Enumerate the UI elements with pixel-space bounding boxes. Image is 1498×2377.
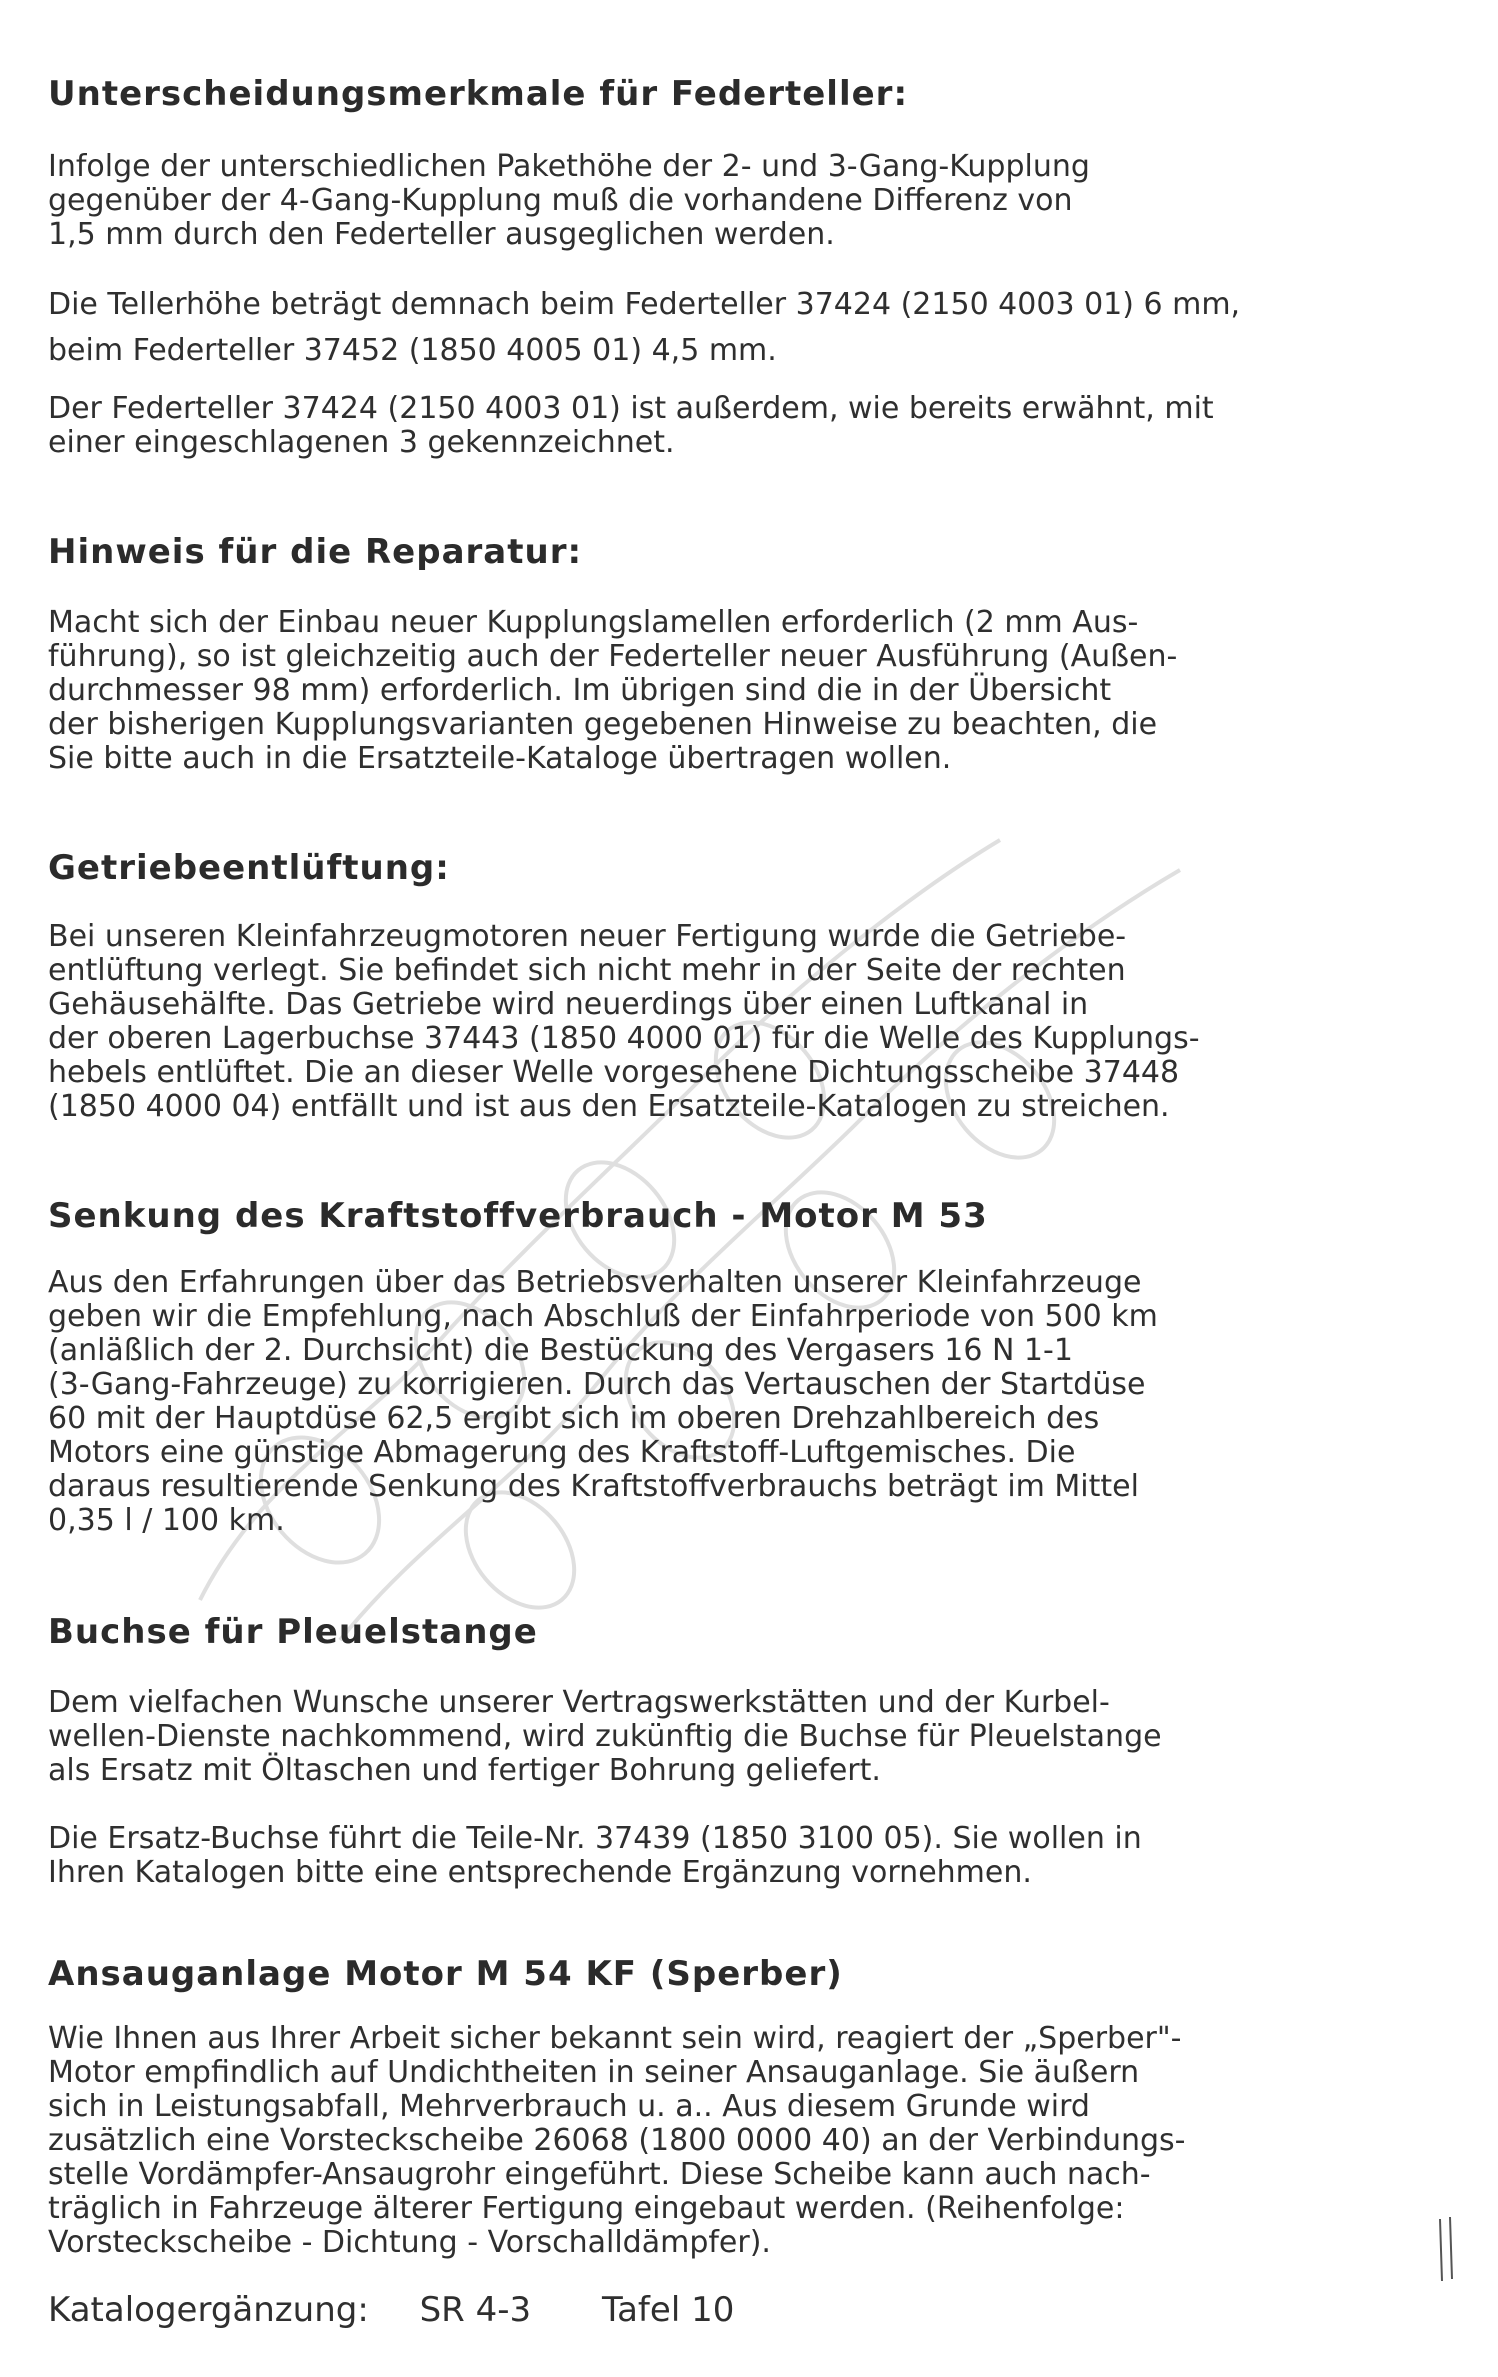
paragraph	[48, 150, 1448, 252]
text-line: führung), so ist gleichzeitig auch der Federteller neuer Ausführung (Außen-	[48, 639, 1178, 674]
text-line: Ihren Katalogen bitte eine entsprechende Ergänzung vornehmen.	[48, 1855, 1032, 1890]
text-line: einer eingeschlagenen 3 gekennzeichnet.	[48, 425, 675, 460]
footer-table: Tafel 10	[601, 2290, 735, 2330]
text-line: zusätzlich eine Vorsteckscheibe 26068 (1800 0000 40) an der Verbindungs-	[48, 2123, 1186, 2158]
text-line: entlüftung verlegt. Sie befindet sich nicht mehr in der Seite der rechten	[48, 953, 1126, 988]
text-line: Die Ersatz-Buchse führt die Teile-Nr. 37439 (1850 3100 05). Sie wollen in	[48, 1821, 1142, 1856]
paragraph	[48, 1266, 1448, 1538]
section-heading-reparatur: Hinweis für die Reparatur:	[48, 532, 583, 572]
section-heading-kraftstoffverbrauch: Senkung des Kraftstoffverbrauch - Motor M 53	[48, 1196, 988, 1236]
text-line: Motor empfindlich auf Undichtheiten in seiner Ansauganlage. Sie äußern	[48, 2055, 1140, 2090]
text-line: beim Federteller 37452 (1850 4005 01) 4,5 mm.	[48, 333, 777, 368]
paragraph	[48, 1686, 1448, 1788]
text-line: der bisherigen Kupplungsvarianten gegebenen Hinweise zu beachten, die	[48, 707, 1158, 742]
text-line: Bei unseren Kleinfahrzeugmotoren neuer Fertigung wurde die Getriebe-	[48, 919, 1127, 954]
text-line: als Ersatz mit Öltaschen und fertiger Bohrung geliefert.	[48, 1753, 881, 1788]
text-line: 60 mit der Hauptdüse 62,5 ergibt sich im oberen Drehzahlbereich des	[48, 1401, 1100, 1436]
text-line: Vorsteckscheibe - Dichtung - Vorschalldämpfer).	[48, 2225, 771, 2260]
section-heading-federteller: Unterscheidungsmerkmale für Federteller:	[48, 74, 909, 114]
text-line: durchmesser 98 mm) erforderlich. Im übrigen sind die in der Übersicht	[48, 673, 1112, 708]
text-line: geben wir die Empfehlung, nach Abschluß der Einfahrperiode von 500 km	[48, 1299, 1158, 1334]
text-line: 0,35 l / 100 km.	[48, 1503, 285, 1538]
text-line: 1,5 mm durch den Federteller ausgeglichen werden.	[48, 217, 835, 252]
footer-code: SR 4-3	[419, 2290, 532, 2330]
text-line: Macht sich der Einbau neuer Kupplungslamellen erforderlich (2 mm Aus-	[48, 605, 1139, 640]
section-heading-getriebeentlueftung: Getriebeentlüftung:	[48, 848, 450, 888]
margin-pen-mark	[1432, 2215, 1462, 2285]
text-line: Wie Ihnen aus Ihrer Arbeit sicher bekannt sein wird, reagiert der „Sperber"-	[48, 2021, 1182, 2056]
text-line: sich in Leistungsabfall, Mehrverbrauch u. a.. Aus diesem Grunde wird	[48, 2089, 1090, 2124]
text-line: hebels entlüftet. Die an dieser Welle vorgesehene Dichtungsscheibe 37448	[48, 1055, 1180, 1090]
section-heading-ansauganlage: Ansauganlage Motor M 54 KF (Sperber)	[48, 1954, 843, 1994]
text-line: (3-Gang-Fahrzeuge) zu korrigieren. Durch das Vertauschen der Startdüse	[48, 1367, 1146, 1402]
text-line: der oberen Lagerbuchse 37443 (1850 4000 01) für die Welle des Kupplungs-	[48, 1021, 1200, 1056]
text-line: Gehäusehälfte. Das Getriebe wird neuerdings über einen Luftkanal in	[48, 987, 1089, 1022]
footer-label: Katalogergänzung:	[48, 2290, 369, 2330]
catalog-footer	[48, 2290, 734, 2330]
paragraph	[48, 1822, 1448, 1890]
text-line: Dem vielfachen Wunsche unserer Vertragswerkstätten und der Kurbel-	[48, 1685, 1110, 1720]
text-line: (1850 4000 04) entfällt und ist aus den Ersatzteile-Katalogen zu streichen.	[48, 1089, 1170, 1124]
text-line: stelle Vordämpfer-Ansaugrohr eingeführt. Diese Scheibe kann auch nach-	[48, 2157, 1151, 2192]
text-line: (anläßlich der 2. Durchsicht) die Bestückung des Vergasers 16 N 1-1	[48, 1333, 1073, 1368]
paragraph	[48, 2022, 1448, 2260]
paragraph	[48, 392, 1448, 460]
text-line: träglich in Fahrzeuge älterer Fertigung eingebaut werden. (Reihenfolge:	[48, 2191, 1125, 2226]
text-line: gegenüber der 4-Gang-Kupplung muß die vorhandene Differenz von	[48, 183, 1073, 218]
text-line: Infolge der unterschiedlichen Pakethöhe der 2- und 3-Gang-Kupplung	[48, 149, 1090, 184]
text-line: Aus den Erfahrungen über das Betriebsverhalten unserer Kleinfahrzeuge	[48, 1265, 1142, 1300]
text-line: Die Tellerhöhe beträgt demnach beim Federteller 37424 (2150 4003 01) 6 mm,	[48, 287, 1241, 322]
text-line: daraus resultierende Senkung des Kraftstoffverbrauchs beträgt im Mittel	[48, 1469, 1139, 1504]
paragraph	[48, 606, 1448, 776]
paragraph	[48, 920, 1448, 1124]
paragraph	[48, 288, 1448, 368]
text-line: Der Federteller 37424 (2150 4003 01) ist außerdem, wie bereits erwähnt, mit	[48, 391, 1214, 426]
text-line: Sie bitte auch in die Ersatzteile-Kataloge übertragen wollen.	[48, 741, 952, 776]
section-heading-pleuelstange: Buchse für Pleuelstange	[48, 1612, 538, 1652]
text-line: Motors eine günstige Abmagerung des Kraftstoff-Luftgemisches. Die	[48, 1435, 1076, 1470]
text-line: wellen-Dienste nachkommend, wird zukünftig die Buchse für Pleuelstange	[48, 1719, 1162, 1754]
